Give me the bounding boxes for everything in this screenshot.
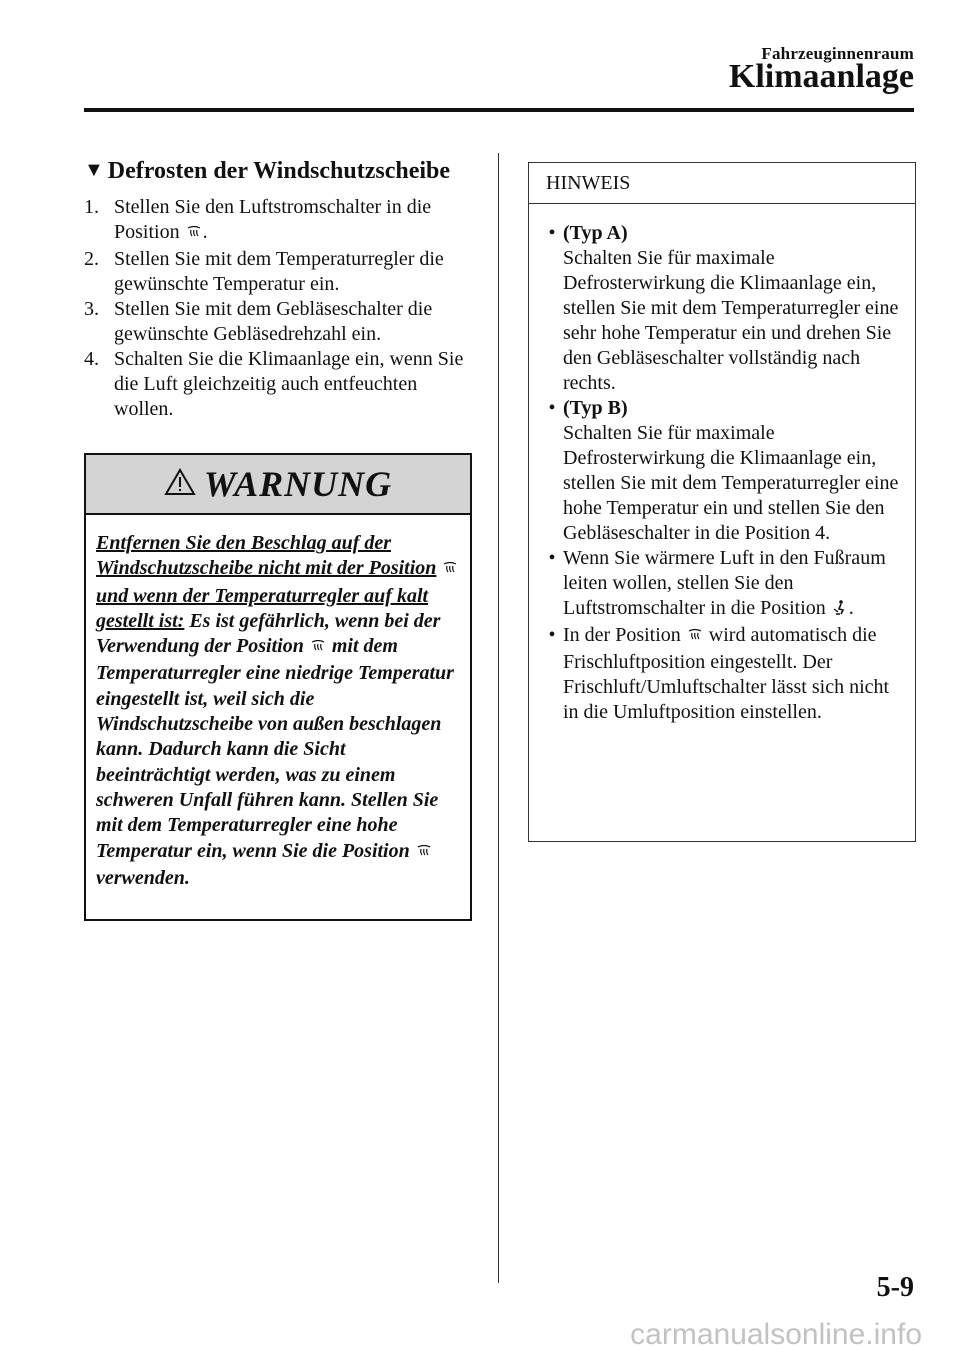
list-item: • Wenn Sie wärmere Luft in den Fußraum leiten wollen, stellen Sie den Luftstromschalter in die Position . bbox=[541, 546, 905, 623]
warning-header bbox=[86, 455, 470, 515]
list-item bbox=[84, 195, 474, 247]
note-type-b-text: Schalten Sie für maximale Defrosterwirkung die Klimaanlage ein, stellen Sie mit dem Temperaturregler eine hohe Temperatur ein und stellen Sie den Gebläseschalter in die Position 4. bbox=[563, 422, 899, 544]
list-item bbox=[541, 221, 905, 396]
warning-text: Entfernen Sie den Beschlag auf der Windschutzscheibe nicht mit der Position und wenn der Temperaturregler auf kalt gestellt ist: Es ist gefährlich, wenn bei der Verwendung der Position mit dem Temperaturregler eine niedrige Temperatur eingestellt ist, weil sich die Windschutzscheibe von außen beschlagen kann. Dadurch kann die Sicht beeinträchtigt werden, was zu einem schweren Unfall führen kann. Stellen Sie mit dem Temperaturregler eine hohe Temperatur ein, wenn Sie die Position verwenden. bbox=[86, 515, 470, 891]
page-title: Klimaanlage bbox=[728, 58, 914, 95]
bullet: • bbox=[548, 624, 556, 646]
floor-airflow-icon bbox=[833, 598, 847, 623]
column-divider bbox=[498, 153, 499, 1283]
left-column bbox=[84, 158, 474, 422]
step-number: 3. bbox=[84, 298, 99, 320]
page-number: 5-9 bbox=[876, 1272, 914, 1303]
note-box bbox=[528, 162, 916, 842]
note-type-a-text: Schalten Sie für maximale Defrosterwirkung die Klimaanlage ein, stellen Sie mit dem Temperaturregler eine sehr hohe Temperatur ein und drehen Sie den Gebläseschalter vollständig nach rechts. bbox=[563, 247, 899, 394]
warning-box bbox=[84, 453, 472, 921]
step-text: Stellen Sie mit dem Gebläseschalter die gewünschte Gebläsedrehzahl ein. bbox=[114, 298, 433, 345]
note-type-b-title: (Typ B) bbox=[563, 397, 628, 419]
step-number: 4. bbox=[84, 348, 99, 370]
triangle-down-icon: ▼ bbox=[84, 159, 104, 181]
header-rule bbox=[84, 108, 914, 112]
bullet: • bbox=[548, 222, 556, 244]
step-number: 2. bbox=[84, 248, 99, 270]
bullet: • bbox=[548, 397, 556, 419]
note-type-a-title: (Typ A) bbox=[563, 222, 628, 244]
warning-label: WARNUNG bbox=[203, 464, 393, 504]
step-text: Stellen Sie den Luftstromschalter in die Position . bbox=[114, 195, 474, 247]
step-number: 1. bbox=[84, 196, 99, 218]
steps-list bbox=[84, 195, 474, 422]
section-heading-text: Defrosten der Windschutzscheibe bbox=[107, 158, 451, 184]
step-text: Stellen Sie mit dem Temperaturregler die gewünschte Temperatur ein. bbox=[114, 248, 444, 295]
watermark: carmanualsonline.info bbox=[630, 1318, 922, 1351]
step-text: Schalten Sie die Klimaanlage ein, wenn Sie die Luft gleichzeitig auch entfeuchten wollen. bbox=[114, 348, 464, 420]
windshield-defrost-icon bbox=[417, 841, 431, 866]
warning-triangle-icon bbox=[164, 468, 196, 501]
note-body bbox=[529, 204, 915, 725]
list-item bbox=[84, 347, 474, 422]
bullet: • bbox=[548, 547, 556, 569]
list-item: • In der Position wird automatisch die Frischluftposition eingestellt. Der Frischluft/Umluftschalter lässt sich nicht in die Umluftposition einstellen. bbox=[541, 623, 905, 725]
windshield-defrost-icon bbox=[443, 558, 457, 583]
list-item bbox=[84, 247, 474, 297]
header-section-label: Fahrzeuginnenraum bbox=[761, 44, 914, 63]
note-header: HINWEIS bbox=[529, 163, 915, 204]
list-item bbox=[84, 297, 474, 347]
section-heading bbox=[84, 158, 474, 185]
list-item bbox=[541, 396, 905, 546]
windshield-defrost-icon bbox=[311, 636, 325, 661]
windshield-defrost-icon bbox=[688, 625, 702, 650]
windshield-defrost-icon bbox=[187, 222, 201, 247]
